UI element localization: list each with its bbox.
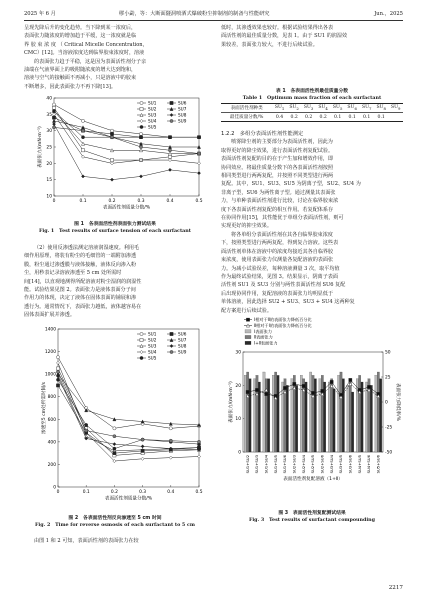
text-line: 低时，其渗透效果也较好。根据试验结果得出各表 (221, 25, 334, 31)
bar (352, 392, 354, 452)
right-mid-text (221, 130, 403, 315)
text-line: 界 胶 束 浓 度 （ Critical Micelle Concentration， (24, 41, 148, 48)
text-line: 尘，用秒表记录溶液渗透至 5 cm 处所需时 (24, 270, 122, 277)
page-number: 2217 (388, 585, 403, 591)
legend-label: SU6 (178, 100, 187, 106)
text-line: 协同效应。将最佳质量分数下的各表面活性剂按照 (221, 164, 334, 171)
data-point (85, 423, 88, 426)
table-cell (388, 113, 403, 122)
data-point (168, 168, 171, 171)
y2-tick-label: 25 (385, 375, 391, 381)
x-tick-label: 0.3 (139, 490, 147, 495)
figure-3-caption-en: Fig. 3 Test results of surfactant compounding (248, 517, 376, 523)
bar (333, 389, 335, 452)
text-line: 下，按照类型进行两两复配，得到复合溶液。这些表 (221, 240, 339, 247)
y-axis-label: 表面张力/(mN·m⁻¹) (38, 126, 43, 168)
table-header-cell: $SU_9$ (388, 104, 403, 113)
y-tick-label: 10 (235, 417, 241, 423)
x-axis-label: 表面活性剂复配溶液（1+Ⅱ） (283, 477, 343, 482)
y-tick-label: 200 (47, 462, 56, 468)
table-header-cell: 表面活性剂种类 (221, 104, 272, 113)
legend-label: SU6 (178, 331, 187, 337)
data-point (139, 132, 142, 135)
legend-label: Ⅰ表面张力 (254, 328, 272, 334)
data-point (52, 103, 55, 106)
data-point (81, 136, 84, 139)
data-point (139, 175, 142, 178)
y-tick-label: 20 (235, 383, 241, 389)
data-point (56, 356, 59, 359)
y-tick-label: 1000 (44, 372, 56, 378)
text-line: 束浓度，使用表面张力仪测量各复配溶液的表面张 (221, 257, 334, 264)
data-point (197, 136, 200, 139)
data-point (168, 149, 171, 152)
text-line: （2）使用反渗透法测定溶液润湿速度。利用毛 (34, 245, 140, 251)
x-tick-label: SU2+SU5 (310, 455, 316, 474)
data-point (170, 101, 173, 104)
bar (268, 379, 270, 452)
bar (296, 385, 298, 452)
data-point (140, 338, 143, 341)
text-line: 取得更好的降尘效果，进行表面活性剂复配试验。 (221, 147, 334, 154)
running-header (24, 7, 403, 19)
bar (347, 385, 349, 452)
y-axis-label: 渗透至5 cm处所需时间/s (42, 381, 47, 435)
data-point (169, 439, 172, 442)
legend-label: SU1 (148, 100, 157, 106)
text-line: 细作用原理，将装有粉尘的毛细管的一端附加渗透 (24, 253, 137, 260)
text-line: 实现更好的抑尘效果。 (221, 223, 272, 230)
bar (275, 372, 277, 452)
section-heading: 1.2.2 多组分表面活性剂性能测定 (221, 131, 304, 137)
header-date: 2025 年 6 月 (24, 11, 56, 17)
bar (375, 375, 377, 452)
bar (380, 379, 382, 452)
bar (338, 375, 340, 452)
data-point (168, 155, 171, 158)
bar (286, 385, 288, 452)
data-point (56, 361, 59, 364)
x-tick-label: 0.4 (166, 199, 174, 204)
bar (256, 375, 258, 452)
data-point (52, 123, 55, 126)
x-tick-label: SU5+SU6 (375, 455, 381, 474)
bar (366, 382, 368, 452)
data-point (141, 438, 144, 441)
legend-label: SU3 (148, 112, 157, 118)
table-header-cell: $SU_6$ (345, 104, 360, 113)
data-point (110, 162, 113, 165)
table-cell: 0.2 (301, 113, 316, 122)
x-tick-label: SU3+SU5 (338, 455, 344, 474)
table-cell: 0.4 (272, 113, 287, 122)
table-1 (221, 103, 403, 122)
y-tick-label: 25 (46, 145, 52, 151)
data-point (110, 129, 113, 132)
y2-tick-label: 50 (385, 350, 391, 356)
data-point (56, 367, 59, 370)
data-point (168, 158, 171, 161)
header-title: 缪小勐，等：大断面隧洞喷洒式爆破粉尘抑制剂的制备与性能研究 (119, 11, 270, 17)
legend-label: SU2 (148, 106, 157, 112)
table-cell: 0.2 (287, 113, 302, 122)
bar (312, 375, 314, 452)
series-line (58, 372, 199, 442)
data-point (81, 149, 84, 152)
bar (340, 372, 342, 452)
legend-swatch (245, 335, 251, 338)
table-header-cell: $SU_2$ (287, 104, 302, 113)
text-line: 果较差，表面张力较大，不进行后续试验。 (221, 41, 318, 48)
data-point (110, 178, 113, 181)
y-tick-label: 1200 (44, 350, 56, 356)
data-point (246, 318, 249, 321)
data-point (170, 113, 173, 116)
data-point (52, 116, 55, 119)
text-line: 喷雾降尘剂的主要部分为表面活性剂，因此为 (231, 139, 333, 146)
y-tick-label: 400 (47, 440, 56, 446)
bar (377, 372, 379, 452)
data-point (52, 126, 55, 129)
figure-1-caption (24, 221, 206, 235)
bar (314, 379, 316, 452)
table-header-cell: $SU_7$ (359, 104, 374, 113)
y2-tick-label: 0 (385, 400, 388, 406)
y-tick-label: 600 (47, 417, 56, 423)
figure-2-caption-en: Fig. 2 Time for reverse osmosis of each surfactant to 5 cm (35, 522, 195, 528)
figure-1-chart (24, 94, 206, 219)
y-tick-label: 30 (235, 350, 241, 356)
y2-tick-label: -25 (385, 425, 393, 431)
y-tick-label: 0 (238, 450, 241, 456)
table-header-cell: $SU_5$ (330, 104, 345, 113)
x-tick-label: SU1+SU5 (272, 455, 278, 474)
x-tick-label: SU1+SU3 (254, 455, 260, 474)
text-line: 表面活性剂复配的目的在于产生加和增效作用，即 (221, 156, 334, 163)
x-axis-label: 表面活性剂质量分数/% (104, 496, 153, 502)
x-tick-label: 0.1 (82, 490, 90, 495)
y-tick-label: 800 (47, 395, 56, 401)
legend-label: SU4 (148, 349, 157, 355)
series-line (58, 357, 199, 428)
left-mid-text (24, 244, 206, 320)
y-axis-label: 表面张力/(mN·m⁻¹) (229, 381, 234, 423)
data-point (140, 101, 143, 104)
bar (349, 382, 351, 452)
data-point (110, 136, 113, 139)
text-line: 作为最终试验结果，见图 3。结果显示，阴离子表面 (221, 273, 338, 280)
bar (331, 379, 333, 452)
data-point (81, 119, 84, 122)
left-top-text (24, 24, 206, 91)
legend-label: SU9 (178, 349, 187, 355)
x-axis-label: 表面活性剂质量分数/% (102, 205, 151, 211)
text-line: 后出现协同作用，复配溶液的表面张力均明显低于 (221, 290, 334, 297)
table-row (221, 113, 403, 122)
x-tick-label: SU3+SU4 (328, 455, 334, 474)
text-line: 活性剂 SU1 及 SU3 分别与两性表面活性剂 SU6 复配 (221, 282, 346, 289)
legend-label: Ⅱ表面张力 (254, 334, 273, 340)
legend-swatch (245, 341, 251, 344)
data-point (349, 378, 352, 381)
bar (263, 372, 265, 452)
data-point (197, 440, 200, 443)
bar (244, 375, 246, 452)
data-point (52, 109, 55, 112)
legend-label: Ⅱ相对于Ⅰ的表面张力降低百分比 (254, 323, 312, 328)
text-line: 表面张力随浓度的增加趋于平缓，这一浓度就是临 (24, 33, 137, 40)
figure-3-chart (221, 316, 403, 509)
y-tick-label: 30 (46, 129, 52, 135)
right-top-text (221, 24, 403, 49)
text-line: 将各单组分表面活性剂在其各自临界胶束浓度 (231, 231, 333, 238)
data-point (302, 384, 305, 387)
x-tick-label: 0.5 (195, 199, 203, 204)
data-point (140, 356, 143, 359)
y-tick-label: 40 (46, 96, 52, 102)
legend-label: SU8 (178, 112, 187, 118)
data-point (170, 344, 173, 347)
left-bottom-text (24, 537, 206, 545)
data-point (113, 443, 116, 446)
text-line: CMC）[12]。当溶液浓度达到临界胶束浓度时，溶液 (24, 50, 145, 57)
data-point (265, 392, 268, 395)
x-tick-label: SU1+SU6 (282, 455, 288, 474)
data-point (169, 456, 172, 459)
data-point (110, 158, 113, 161)
series-line (58, 380, 199, 449)
figure-1-caption-cn: 图 1 各表面活性剂表面张力测试结果 (74, 222, 156, 227)
y2-axis-label: 表面张力降低率/% (395, 382, 400, 422)
bar (249, 379, 251, 452)
data-point (139, 136, 142, 139)
data-point (246, 390, 249, 393)
table-cell: 0.1 (330, 113, 345, 122)
legend-label: SU2 (148, 337, 157, 343)
text-line: 在协同作用[15]，其性能优于单组分表面活性剂，则可 (221, 215, 344, 222)
data-point (52, 106, 55, 109)
table-header-cell: $SU_1$ (272, 104, 287, 113)
bar (305, 382, 307, 452)
table-1-caption (221, 88, 403, 102)
text-line: 能。试验结果见图 2。表面张力是液体表面分子间 (24, 287, 136, 294)
x-tick-label: 0.3 (137, 199, 145, 204)
x-tick-label: SU2+SU6 (319, 455, 325, 474)
data-point (197, 152, 200, 155)
table-cell: 0.1 (374, 113, 389, 122)
bar (370, 385, 372, 452)
data-point (113, 435, 116, 438)
x-tick-label: SU2+SU3 (291, 455, 297, 474)
x-tick-label: SU1+SU4 (263, 455, 269, 474)
data-point (110, 132, 113, 135)
data-point (283, 386, 286, 389)
x-tick-label: SU4+SU6 (366, 455, 372, 474)
data-point (140, 332, 143, 335)
data-point (140, 119, 143, 122)
data-point (330, 380, 333, 383)
data-point (85, 429, 88, 432)
figure-2-caption-cn: 图 2 各表面活性剂反向渗透至 5 cm 时间 (68, 516, 162, 521)
legend-label: SU9 (178, 118, 187, 124)
table-cell: 0.1 (345, 113, 360, 122)
bar (321, 375, 323, 452)
table-1-caption-cn: 表 1 各表面活性剂最佳质量分数 (275, 89, 349, 94)
text-line: 度下各表面活性剂复配的相互作用。若复配体系存 (221, 206, 334, 213)
data-point (197, 162, 200, 165)
x-tick-label: 0.2 (110, 490, 118, 495)
text-line: 力。为减小试验误差，每种溶液测量 3 次，取平均值 (221, 265, 340, 272)
table-cell: 最佳质量分数/% (221, 113, 272, 122)
legend-label: SU5 (148, 355, 157, 361)
text-line: 相同类型进行两两复配，并按照不同类型进行两两 (221, 173, 334, 180)
text-line: 配方案进行后续试验。 (221, 307, 272, 314)
data-point (170, 350, 173, 353)
bar (247, 372, 249, 452)
table-cell: 0.2 (316, 113, 331, 122)
table-header-cell: $SU_8$ (374, 104, 389, 113)
header-rule (24, 20, 403, 21)
data-point (113, 447, 116, 450)
text-line: 膜，粉尘通过渗透膜与液体接触，液体反向渗入粉 (24, 261, 137, 268)
series-line (58, 363, 199, 461)
text-line: 间[14]，以直观地测得所配溶液对粉尘湿润的润湿性 (24, 278, 142, 285)
data-point (141, 445, 144, 448)
table-cell: 0.1 (359, 113, 374, 122)
y-tick-label: 1400 (44, 327, 56, 333)
legend-label: SU5 (148, 124, 157, 130)
legend-label: SU7 (178, 106, 187, 112)
data-point (81, 175, 84, 178)
figure-3-caption-cn: 图 3 表面活性剂复配测试结果 (278, 511, 346, 516)
data-point (141, 449, 144, 452)
data-point (168, 136, 171, 139)
x-tick-label: 0.5 (195, 490, 203, 495)
legend-label: Ⅰ相对于Ⅱ的表面张力降低百分比 (254, 317, 312, 323)
bar (310, 372, 312, 452)
bar (277, 375, 279, 452)
text-line: 的表面张力趋于平稳，这是因为表面活性剂分子亲 (34, 58, 147, 65)
data-point (56, 370, 59, 373)
series-line (58, 374, 199, 451)
legend-swatch (245, 330, 251, 333)
table-1-caption-en: Table 1 Optimum mass fraction of each surfactant (242, 95, 382, 101)
data-point (140, 350, 143, 353)
data-point (113, 427, 116, 430)
text-line: 不断增多，因此表面张力不再下降[13]。 (24, 83, 116, 90)
text-line: 力，与单种表面活性剂进行比较，讨论在临界胶束浓 (221, 198, 339, 205)
x-tick-label: SU2+SU4 (300, 455, 306, 474)
legend-label: SU4 (148, 118, 157, 124)
figure-3-caption (221, 510, 403, 524)
y-tick-label: 10 (46, 194, 52, 200)
figure-1-caption-en: Fig. 1 Test results of surface tension of each surfactant (39, 228, 191, 234)
y-tick-label: 0 (53, 485, 56, 491)
x-tick-label: 0.1 (79, 199, 87, 204)
data-point (293, 382, 296, 385)
x-tick-label: SU1+SU2 (244, 455, 250, 474)
text-line: 复配。其中，SU1、SU3、SU5 为阴离子型，SU2、SU4 为 (221, 181, 361, 188)
y-tick-label: 35 (46, 112, 52, 118)
text-line: 油端在气液界面上的吸附随浓度的增大达到饱和， (24, 67, 137, 74)
data-point (170, 119, 173, 122)
text-line: 透行为。通常情况下，表面张力越低，液体越容易在 (24, 303, 142, 310)
bar (328, 382, 330, 452)
x-tick-label: 0 (52, 199, 56, 204)
x-tick-label: SU3+SU6 (347, 455, 353, 474)
data-point (139, 145, 142, 148)
text-line: 溶液与空气的接触面不再减小，只是溶液中的胶束 (24, 75, 137, 82)
bar (272, 375, 274, 452)
x-tick-label: 0 (56, 490, 60, 495)
text-line: 面活性剂单体在溶液中的浓度均接近其各自临界胶 (221, 248, 334, 255)
table-header-cell: $SU_4$ (316, 104, 331, 113)
figure-2-chart (24, 323, 206, 513)
data-point (197, 455, 200, 458)
data-point (81, 129, 84, 132)
legend-label: SU1 (148, 331, 157, 337)
x-tick-label: 0.4 (167, 490, 175, 495)
legend-label: SU3 (148, 343, 157, 349)
text-line: 单体溶液，因此选择 SU2 + SU3、SU3 + SU4 这两种复 (221, 299, 355, 306)
data-point (141, 457, 144, 460)
series-line (58, 374, 199, 425)
x-tick-label: 0.2 (108, 199, 116, 204)
figure-2-caption (24, 515, 206, 529)
data-point (255, 388, 258, 391)
legend-label: SU7 (178, 337, 187, 343)
data-point (140, 125, 143, 128)
legend-label: Ⅰ+Ⅱ表面张力 (254, 340, 278, 346)
header-issue: Jun.，2025 (374, 11, 403, 17)
data-point (197, 172, 200, 175)
table-header-cell: $SU_3$ (301, 104, 316, 113)
data-point (52, 113, 55, 116)
text-line: 呈现先降后升的变化趋势。当下降到某一浓度后， (24, 25, 137, 31)
data-point (56, 384, 59, 387)
text-line: 固体表面扩展并渗透。 (24, 312, 75, 319)
y2-tick-label: -50 (385, 450, 393, 456)
data-point (169, 427, 172, 430)
x-tick-label: SU4+SU5 (356, 455, 362, 474)
text-line: 由图 1 和 2 可知，表面活性剂的表面张力在较 (34, 538, 139, 544)
data-point (81, 155, 84, 158)
data-point (170, 332, 173, 335)
y-tick-label: 15 (46, 178, 52, 184)
legend-label: SU8 (178, 343, 187, 349)
y-tick-label: 20 (46, 161, 52, 167)
data-point (140, 107, 143, 110)
table-header-row (221, 104, 403, 113)
data-point (113, 452, 116, 455)
bar (359, 375, 361, 452)
text-line: 非离子型，SU6 为两性离子型。通过测量其表面张 (221, 189, 336, 196)
text-line: 面活性剂的最佳质量分数，见表 1。由于 SU1 的润湿效 (221, 33, 348, 40)
series-line (54, 118, 199, 147)
bar (282, 382, 284, 452)
bar (361, 382, 363, 452)
text-line: 作用力的体现，决定了液体在固体表面的铺展和渗 (24, 295, 137, 302)
